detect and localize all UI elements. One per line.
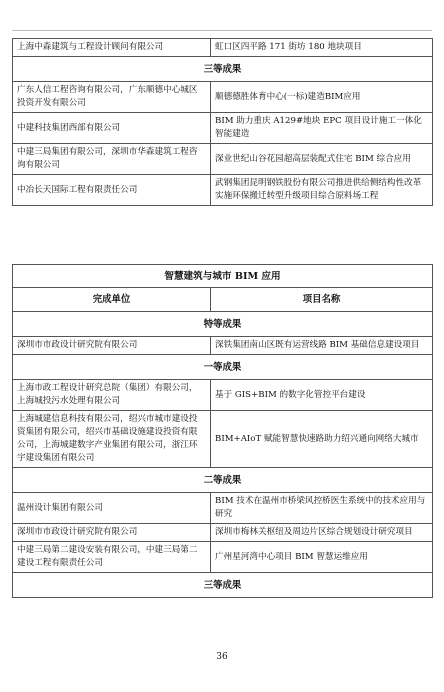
smart-building-table-body — [13, 265, 433, 598]
completing-unit: 深圳市市政设计研究院有限公司 — [13, 524, 211, 542]
award-level-row — [13, 468, 433, 493]
completing-unit: 中建三局第二建设安装有限公司，中建三局第二建设工程有限责任公司 — [13, 542, 211, 573]
table-row — [13, 542, 433, 573]
award-level-row — [13, 355, 433, 380]
table-row — [13, 82, 433, 113]
header-project: 项目名称 — [211, 288, 433, 312]
table-title-row — [13, 265, 433, 288]
project-name: 顺德德胜体育中心(一标)建造BIM应用 — [211, 82, 433, 113]
table-row — [13, 493, 433, 524]
table-row — [13, 175, 433, 206]
project-name: BIM+AIoT 赋能智慧快速路助力绍兴通向网络大城市 — [211, 411, 433, 468]
table-row — [13, 337, 433, 355]
table-row — [13, 144, 433, 175]
completing-unit: 上海城建信息科技有限公司，绍兴市城市建设投资集团有限公司，绍兴市基础设施建设投资有限公司，上海城建数字产业集团有限公司，浙江环宇建设集团有限公司 — [13, 411, 211, 468]
completing-unit: 深圳市市政设计研究院有限公司 — [13, 337, 211, 355]
awards-table-continued — [12, 38, 433, 206]
completing-unit: 上海市政工程设计研究总院（集团）有限公司，上海城投污水处理有限公司 — [13, 380, 211, 411]
page-number: 36 — [216, 652, 228, 662]
completing-unit: 温州设计集团有限公司 — [13, 493, 211, 524]
project-name: BIM 技术在温州市桥梁风控桥医生系统中的技术应用与研究 — [211, 493, 433, 524]
smart-building-bim-table — [12, 264, 433, 598]
table-row — [13, 113, 433, 144]
award-level-row — [13, 312, 433, 337]
completing-unit: 中建科技集团西部有限公司 — [13, 113, 211, 144]
award-level-row — [13, 573, 433, 598]
top-rule — [12, 30, 432, 31]
project-name: 虹口区四平路 171 街坊 180 地块项目 — [211, 39, 433, 57]
completing-unit: 中建三局集团有限公司，深圳市华森建筑工程咨询有限公司 — [13, 144, 211, 175]
completing-unit: 中冶长天国际工程有限责任公司 — [13, 175, 211, 206]
award-level-label: 特等成果 — [13, 312, 433, 337]
table-row — [13, 411, 433, 468]
table-row — [13, 39, 433, 57]
table-row — [13, 380, 433, 411]
awards-table-body — [13, 39, 433, 206]
project-name: 深圳市梅林关枢纽及周边片区综合规划设计研究项目 — [211, 524, 433, 542]
table-title: 智慧建筑与城市 BIM 应用 — [13, 265, 433, 288]
project-name: 基于 GIS+BIM 的数字化管控平台建设 — [211, 380, 433, 411]
completing-unit: 上海中森建筑与工程设计顾问有限公司 — [13, 39, 211, 57]
project-name: 深业世纪山谷花园超高层装配式住宅 BIM 综合应用 — [211, 144, 433, 175]
table-header-row — [13, 288, 433, 312]
award-level-label: 二等成果 — [13, 468, 433, 493]
award-level-row — [13, 57, 433, 82]
completing-unit: 广东人信工程咨询有限公司，广东顺德中心城区投资开发有限公司 — [13, 82, 211, 113]
project-name: BIM 助力重庆 A129#地块 EPC 项目设计施工一体化智能建造 — [211, 113, 433, 144]
award-level-label: 三等成果 — [13, 573, 433, 598]
award-level-label: 三等成果 — [13, 57, 433, 82]
table-row — [13, 524, 433, 542]
project-name: 深铁集团南山区既有运营线路 BIM 基础信息建设项目 — [211, 337, 433, 355]
header-unit: 完成单位 — [13, 288, 211, 312]
project-name: 广州星河湾中心项目 BIM 智慧运维应用 — [211, 542, 433, 573]
project-name: 武钢集团昆明钢铁股份有限公司推进供给侧结构性改革实施环保搬迁转型升级项目综合原料场工程 — [211, 175, 433, 206]
award-level-label: 一等成果 — [13, 355, 433, 380]
